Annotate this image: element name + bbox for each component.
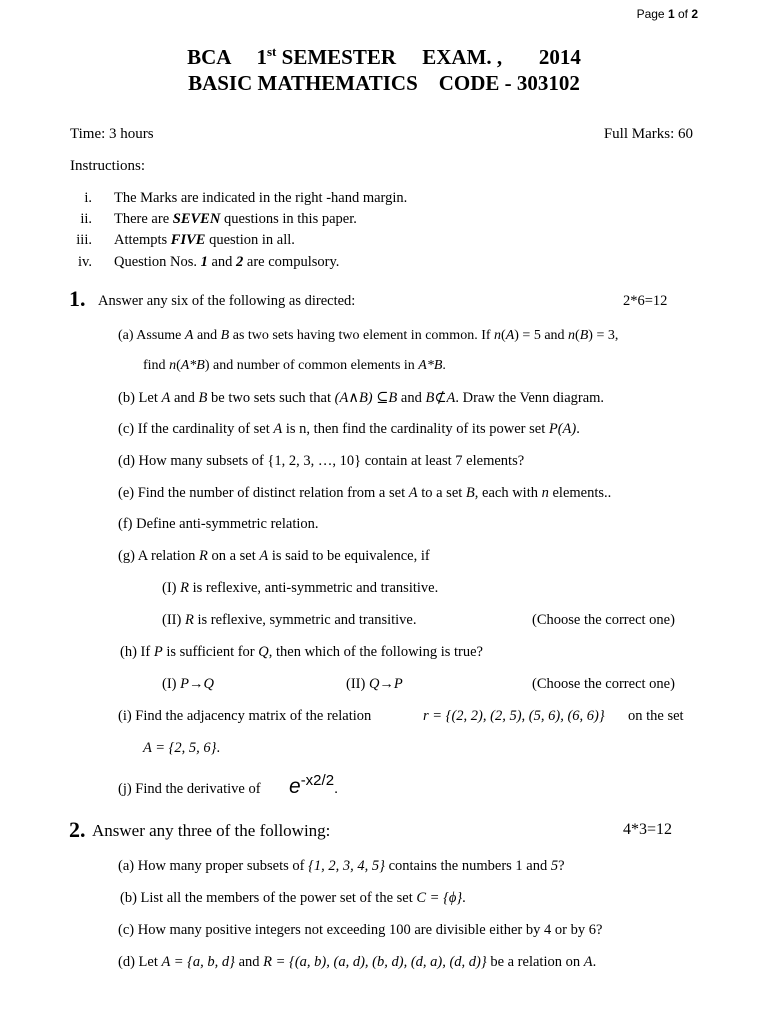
choose-note: (Choose the correct one) — [532, 612, 675, 628]
relation-set: r = {(2, 2), (2, 5), (5, 6), (6, 6)} — [423, 708, 605, 724]
instruction-item: There are SEVEN questions in this paper. — [114, 211, 357, 227]
question-marks: 4*3=12 — [623, 821, 673, 838]
answer-option: (I) P→Q — [162, 676, 214, 692]
instruction-number: iv. — [78, 254, 92, 270]
question-number: 1. — [69, 286, 86, 311]
sub-question-continuation: find n(A*B) and number of common elements in A*B. — [143, 358, 446, 373]
sub-question: (b) List all the members of the power set of the set C = {ϕ}. — [120, 890, 466, 906]
instruction-number: ii. — [80, 211, 92, 227]
sub-question-continuation: on the set — [628, 708, 684, 724]
answer-option: (II) Q→P — [346, 676, 403, 692]
exponential-expression: e-x2/2. — [289, 772, 339, 798]
question-number: 2. — [69, 817, 86, 842]
sub-question: (g) A relation R on a set A is said to be equivalence, if — [118, 548, 430, 564]
instruction-item: Attempts FIVE question in all. — [114, 232, 295, 248]
choose-note: (Choose the correct one) — [532, 676, 675, 692]
question-marks: 2*6=12 — [623, 293, 668, 309]
full-marks: Full Marks: 60 — [603, 126, 693, 142]
exam-title: BCA 1st SEMESTER EXAM. , 2014 — [187, 44, 581, 69]
instructions-heading: Instructions: — [70, 158, 145, 174]
instruction-item: The Marks are indicated in the right -hand margin. — [114, 190, 408, 206]
sub-question: (d) Let A = {a, b, d} and R = {(a, b), (a, d), (b, d), (d, a), (d, d)} be a relation on A. — [118, 954, 597, 970]
sub-question: (b) Let A and B be two sets such that (A∧B) ⊆B and B⊄A. Draw the Venn diagram. — [118, 390, 605, 406]
question-prompt: Answer any six of the following as directed: — [98, 293, 356, 309]
sub-question: (c) How many positive integers not exceeding 100 are divisible either by 4 or by 6? — [118, 922, 603, 938]
sub-question: (d) How many subsets of {1, 2, 3, …, 10} contain at least 7 elements? — [118, 453, 525, 469]
answer-option: (II) R is reflexive, symmetric and transitive. — [162, 612, 417, 628]
sub-question: (e) Find the number of distinct relation from a set A to a set B, each with n elements.. — [118, 485, 612, 501]
sub-question: (f) Define anti-symmetric relation. — [118, 516, 319, 532]
answer-option: (I) R is reflexive, anti-symmetric and transitive. — [162, 580, 439, 596]
instruction-number: iii. — [76, 232, 92, 248]
sub-question: (a) How many proper subsets of {1, 2, 3, 4, 5} contains the numbers 1 and 5? — [118, 858, 565, 874]
sub-question: (i) Find the adjacency matrix of the relation — [118, 708, 372, 724]
question-prompt: Answer any three of the following: — [92, 821, 331, 840]
sub-question: (h) If P is sufficient for Q, then which of the following is true? — [120, 644, 483, 660]
sub-question: (a) Assume A and B as two sets having two element in common. If n(A) = 5 and n(B) = 3, — [118, 328, 619, 343]
instruction-item: Question Nos. 1 and 2 are compulsory. — [114, 254, 340, 270]
page-indicator: Page 1 of 2 — [636, 7, 698, 21]
sub-question: (c) If the cardinality of set A is n, then find the cardinality of its power set P(A). — [118, 421, 580, 437]
subject-title: BASIC MATHEMATICS CODE - 303102 — [188, 71, 580, 95]
time-allowed: Time: 3 hours — [70, 126, 154, 142]
sub-question: (j) Find the derivative of — [118, 781, 261, 797]
sub-question-continuation: A = {2, 5, 6}. — [143, 740, 221, 756]
instruction-number: i. — [84, 190, 92, 206]
